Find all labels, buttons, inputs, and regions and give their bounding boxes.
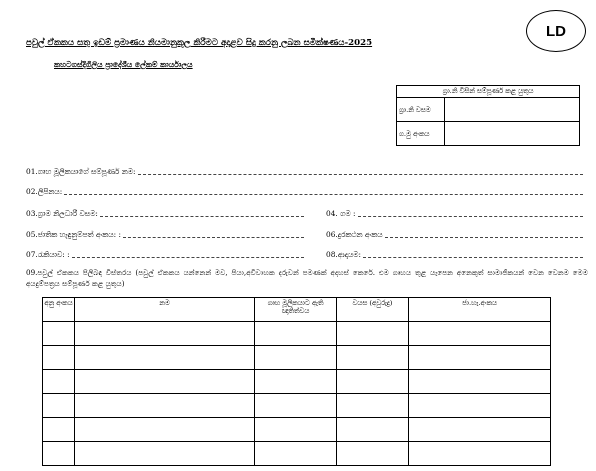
occupation-line	[72, 257, 304, 258]
cell-relationship[interactable]	[255, 442, 337, 466]
col-age: වයස (අවුරුදු)	[337, 298, 409, 322]
family-unit-details-heading: 09.පවුල් ඒකකය පිලිබඳ විස්තරය (පවුල් ඒකකය යන්නෙන් මව, පියා,අවිවාහක දරුවන් පමණක් අදහස් කෙරේ. එම ගෘහය තුළ යැපෙන අනෙකුත් සාමාජිකයන් වෙන වෙනම මෙම අයදුම්පත්‍රය සම්පූර්ණ කළ යුතුය)	[26, 268, 588, 288]
cell-age[interactable]	[337, 394, 409, 418]
phone-label: 06.දුරකථන අංකය	[326, 230, 383, 239]
cell-nic[interactable]	[409, 370, 551, 394]
table-row	[43, 322, 551, 346]
cell-serial[interactable]	[43, 346, 75, 370]
phone-line	[385, 237, 583, 238]
cell-relationship[interactable]	[255, 322, 337, 346]
cell-age[interactable]	[337, 370, 409, 394]
household-number-label: ග.මු අංකය	[397, 122, 445, 146]
field-address[interactable]	[26, 186, 583, 197]
gn-division-line	[100, 216, 304, 217]
gn-division-field-label: 03.ග්‍රාම නිලධාරී වසම:	[26, 209, 98, 218]
cell-relationship[interactable]	[255, 370, 337, 394]
cell-name[interactable]	[75, 346, 255, 370]
address-line	[64, 194, 583, 195]
village-label: 04. ගම :	[326, 209, 356, 218]
cell-relationship[interactable]	[255, 418, 337, 442]
cell-age[interactable]	[337, 418, 409, 442]
cell-nic[interactable]	[409, 322, 551, 346]
col-relationship: ගෘහ මූලිකයාට ඇති ඥාතිත්වය	[255, 298, 337, 322]
table-row	[43, 442, 551, 466]
field-income[interactable]	[326, 249, 583, 260]
cell-name[interactable]	[75, 418, 255, 442]
cell-relationship[interactable]	[255, 346, 337, 370]
ld-badge: LD	[526, 10, 586, 52]
form-title: පවුල් ඒකකය සතු ඉඩම් ප්‍රමාණය නියමානුකූල කිරීමට අදාළව සිදු කරනු ලබන සමීක්ෂණය-2025	[26, 38, 373, 48]
cell-nic[interactable]	[409, 442, 551, 466]
cell-nic[interactable]	[409, 394, 551, 418]
cell-name[interactable]	[75, 394, 255, 418]
nic-line	[123, 237, 304, 238]
table-row	[43, 346, 551, 370]
income-label: 08.ආදායම:	[326, 250, 361, 259]
cell-serial[interactable]	[43, 418, 75, 442]
office-name: කහටගස්දිගිලිය ප්‍රාදේශීය ලේකම් කාර්යාලය	[54, 60, 193, 69]
cell-serial[interactable]	[43, 322, 75, 346]
table-row	[43, 370, 551, 394]
cell-relationship[interactable]	[255, 394, 337, 418]
village-line	[358, 216, 583, 217]
cell-serial[interactable]	[43, 370, 75, 394]
head-name-label: 01.ගෘහ මූලිකයාගේ සම්පූර්ණ නම:	[26, 167, 136, 176]
head-name-line	[138, 174, 583, 175]
cell-serial[interactable]	[43, 442, 75, 466]
field-gn-division[interactable]	[26, 208, 304, 219]
cell-name[interactable]	[75, 442, 255, 466]
cell-serial[interactable]	[43, 394, 75, 418]
field-head-of-household-name[interactable]	[26, 166, 583, 177]
table-row	[43, 418, 551, 442]
cell-age[interactable]	[337, 322, 409, 346]
field-village[interactable]	[326, 208, 583, 219]
col-nic: ජා.හැ.අංකය	[409, 298, 551, 322]
nic-label: 05.ජාතික හැඳුනුම්පත් අංකය: :	[26, 230, 121, 239]
col-name: නම	[75, 298, 255, 322]
field-occupation[interactable]	[26, 249, 304, 260]
cell-nic[interactable]	[409, 346, 551, 370]
gn-division-label: ග්‍රා.නි වසම	[397, 98, 445, 122]
cell-nic[interactable]	[409, 418, 551, 442]
income-line	[363, 257, 583, 258]
cell-age[interactable]	[337, 442, 409, 466]
household-number-field[interactable]	[445, 122, 580, 146]
field-phone-number[interactable]	[326, 229, 583, 240]
cell-age[interactable]	[337, 346, 409, 370]
gn-box-header: ග්‍රා.නි විසින් සම්පූර්ණ කළ යුතුය	[397, 86, 580, 98]
gn-division-field[interactable]	[445, 98, 580, 122]
cell-name[interactable]	[75, 322, 255, 346]
gn-completion-box	[396, 85, 580, 146]
field-nic-number[interactable]	[26, 229, 304, 240]
table-header-row	[43, 298, 551, 322]
col-serial-number: අනු අංකය	[43, 298, 75, 322]
table-row	[43, 394, 551, 418]
family-members-table	[42, 297, 551, 466]
cell-name[interactable]	[75, 370, 255, 394]
address-label: 02.ලිපිනය:	[26, 187, 63, 196]
occupation-label: 07.රැකියාව: :	[26, 250, 70, 259]
